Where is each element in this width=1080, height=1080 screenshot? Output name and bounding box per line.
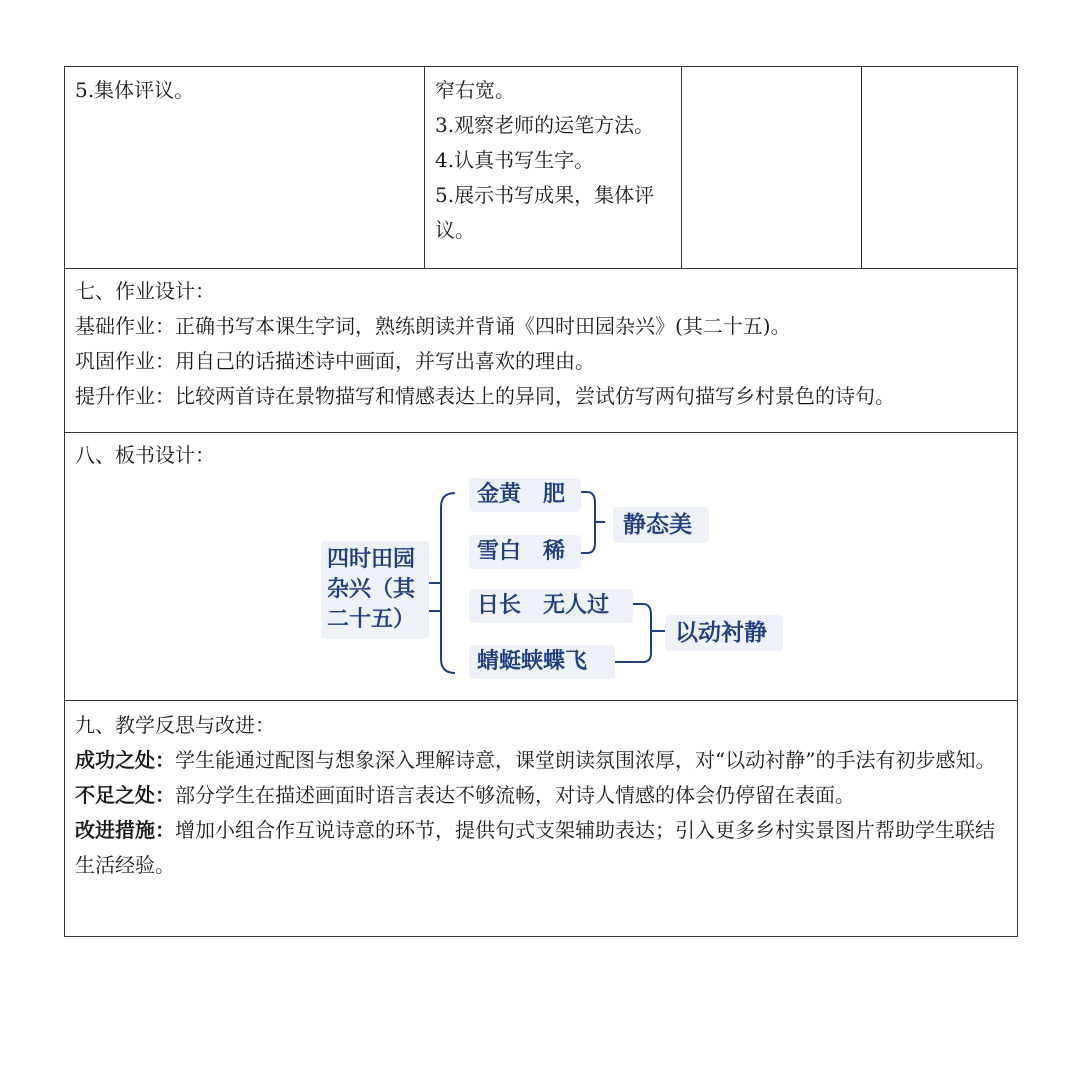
shortfall-text: 部分学生在描述画面时语言表达不够流畅，对诗人情感的体会仍停留在表面。 [175, 783, 855, 807]
board-heading: 八、板书设计： [75, 443, 215, 467]
reflection-improve [75, 813, 1007, 883]
homework-heading: 七、作业设计： [75, 279, 215, 303]
teacher-step-5: 5.集体评议。 [75, 78, 195, 102]
improve-label: 改进措施： [75, 818, 175, 842]
homework-advanced: 提升作业：比较两首诗在景物描写和情感表达上的异同，尝试仿写两句描写乡村景色的诗句。 [75, 384, 895, 408]
student-step-line: 窄右宽。 [435, 78, 515, 102]
student-step-line: 5.展示书写成果，集体评 [435, 183, 655, 207]
empty-cell [682, 67, 862, 269]
board-item-day: 日长 无人过 [469, 589, 633, 623]
improve-text: 增加小组合作互说诗意的环节，提供句式支架辅助表达；引入更多乡村实景图片帮助学生联结生活经验。 [75, 818, 995, 877]
homework-section [65, 269, 1018, 433]
reflection-row [65, 701, 1018, 937]
empty-cell [862, 67, 1018, 269]
student-step-line: 议。 [435, 218, 475, 242]
board-row [65, 433, 1018, 701]
shortfall-label: 不足之处： [75, 783, 175, 807]
success-text: 学生能通过配图与想象深入理解诗意，课堂朗读氛围浓厚，对“以动衬静”的手法有初步感知。 [175, 748, 996, 772]
reflection-section [65, 701, 1018, 937]
board-summary-dynamic: 以动衬静 [665, 615, 783, 651]
success-label: 成功之处： [75, 748, 175, 772]
board-root-line: 杂兴（其 [327, 577, 416, 602]
board-root-box [321, 541, 429, 639]
student-activity-cell [425, 67, 682, 269]
board-item-dragonfly: 蜻蜓蛱蝶飞 [469, 645, 615, 679]
reflection-success [75, 743, 1007, 778]
reflection-shortfall [75, 778, 1007, 813]
board-item-golden: 金黄 肥 [469, 478, 581, 512]
board-diagram [75, 473, 1015, 693]
board-section [65, 433, 1018, 701]
reflection-heading: 九、教学反思与改进： [75, 713, 275, 737]
board-root-line: 四时田园 [327, 547, 416, 572]
student-step-line: 3.观察老师的运笔方法。 [435, 113, 655, 137]
lesson-plan-table [64, 66, 1017, 937]
board-root-line: 二十五） [327, 607, 416, 632]
board-item-white: 雪白 稀 [469, 535, 581, 569]
homework-basic: 基础作业：正确书写本课生字词，熟练朗读并背诵《四时田园杂兴》(其二十五)。 [75, 314, 791, 338]
student-step-line: 4.认真书写生字。 [435, 148, 595, 172]
homework-consolidate: 巩固作业：用自己的话描述诗中画面，并写出喜欢的理由。 [75, 349, 595, 373]
board-summary-static: 静态美 [613, 507, 709, 543]
steps-row [65, 67, 1018, 269]
teacher-activity-cell [65, 67, 425, 269]
homework-row [65, 269, 1018, 433]
